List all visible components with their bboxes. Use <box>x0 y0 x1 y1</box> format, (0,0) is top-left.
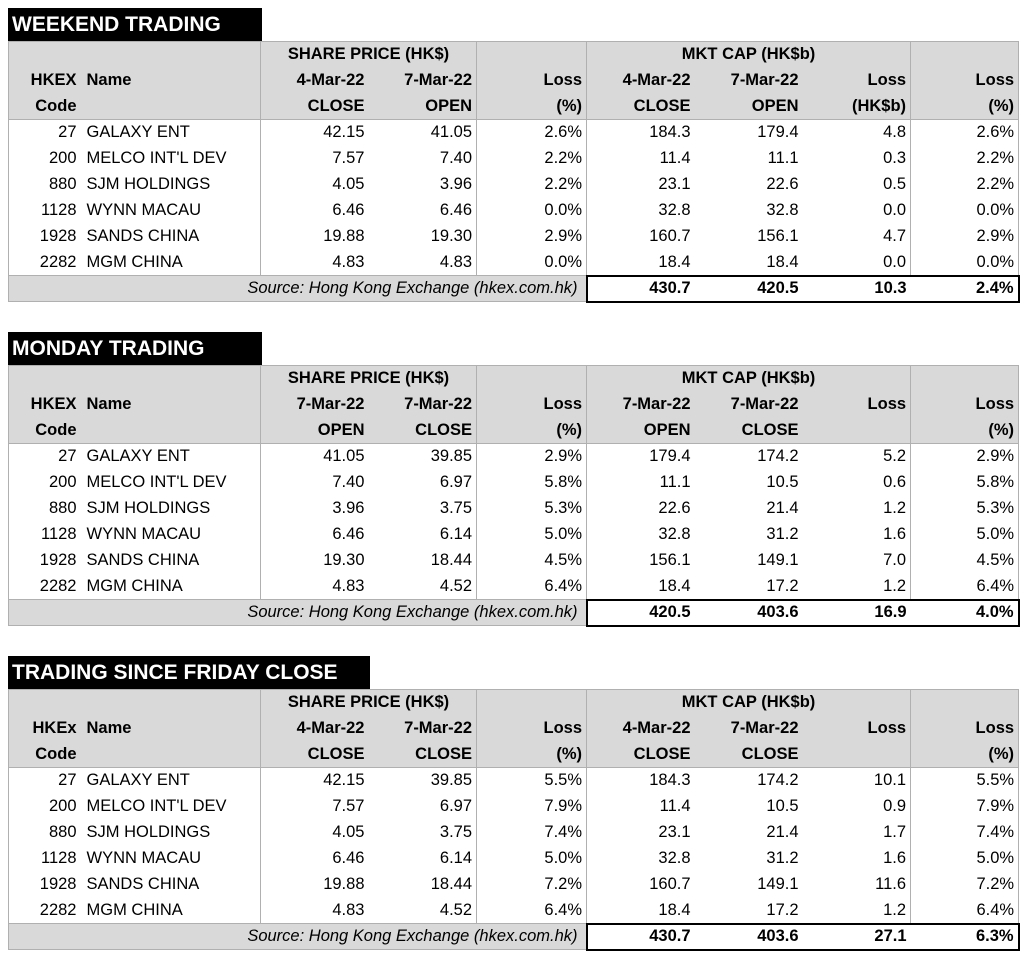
table-row <box>9 768 1019 794</box>
price-date2: 18.44 <box>369 548 477 574</box>
cap-date1-sub: CLOSE <box>587 742 695 768</box>
cap-loss-header: Loss <box>803 68 911 94</box>
stock-code: 200 <box>9 470 81 496</box>
price-date1: 42.15 <box>261 120 369 146</box>
stock-code: 2282 <box>9 898 81 924</box>
cap-loss-pct: 2.2% <box>911 146 1019 172</box>
section-title: TRADING SINCE FRIDAY CLOSE <box>8 656 370 689</box>
stock-name: MELCO INT'L DEV <box>81 794 261 820</box>
table-row <box>9 898 1019 924</box>
cap-loss-pct: 5.5% <box>911 768 1019 794</box>
table-row <box>9 470 1019 496</box>
price-date2: 18.44 <box>369 872 477 898</box>
cap-date1: 11.1 <box>587 470 695 496</box>
cap-loss-pct-sub: (%) <box>911 742 1019 768</box>
cap-date2: 149.1 <box>695 548 803 574</box>
share-price-group-header: SHARE PRICE (HK$) <box>261 42 477 68</box>
cap-loss: 0.9 <box>803 794 911 820</box>
header-blank <box>81 366 261 392</box>
table-row <box>9 198 1019 224</box>
cap-loss-pct: 6.4% <box>911 898 1019 924</box>
cap-date2: 179.4 <box>695 120 803 146</box>
cap-date1-header: 7-Mar-22 <box>587 392 695 418</box>
code-header: HKEX <box>9 68 81 94</box>
header-blank <box>477 690 587 716</box>
cap-loss-sub <box>803 418 911 444</box>
price-date1-header: 4-Mar-22 <box>261 68 369 94</box>
cap-date2-sub: CLOSE <box>695 742 803 768</box>
cap-loss: 4.7 <box>803 224 911 250</box>
cap-date2: 31.2 <box>695 846 803 872</box>
header-blank <box>9 690 81 716</box>
stock-code: 2282 <box>9 250 81 276</box>
header-blank <box>477 42 587 68</box>
stock-name: MGM CHINA <box>81 898 261 924</box>
stock-name: MGM CHINA <box>81 250 261 276</box>
price-date2-sub: CLOSE <box>369 742 477 768</box>
stock-table <box>8 365 1020 627</box>
header-blank <box>81 42 261 68</box>
cap-date2: 10.5 <box>695 794 803 820</box>
stock-name: MGM CHINA <box>81 574 261 600</box>
name-header: Name <box>81 392 261 418</box>
code-header: HKEx <box>9 716 81 742</box>
cap-loss-sub: (HK$b) <box>803 94 911 120</box>
header-row <box>9 68 1019 94</box>
stock-code: 27 <box>9 444 81 470</box>
price-date2: 4.83 <box>369 250 477 276</box>
table-row <box>9 120 1019 146</box>
cap-loss-pct: 7.9% <box>911 794 1019 820</box>
cap-date2: 17.2 <box>695 898 803 924</box>
cap-loss: 4.8 <box>803 120 911 146</box>
cap-loss-header: Loss <box>803 392 911 418</box>
cap-date1: 156.1 <box>587 548 695 574</box>
section-title: MONDAY TRADING <box>8 332 262 365</box>
price-date1: 6.46 <box>261 198 369 224</box>
stock-code: 880 <box>9 172 81 198</box>
table-row <box>9 846 1019 872</box>
cap-date1: 160.7 <box>587 872 695 898</box>
cap-loss-pct-header: Loss <box>911 716 1019 742</box>
total-cap-date1: 420.5 <box>587 600 695 626</box>
cap-loss: 10.1 <box>803 768 911 794</box>
mkt-cap-group-header: MKT CAP (HK$b) <box>587 42 911 68</box>
cap-date1: 18.4 <box>587 250 695 276</box>
source-note: Source: Hong Kong Exchange (hkex.com.hk) <box>9 276 587 302</box>
price-date2: 3.96 <box>369 172 477 198</box>
source-note: Source: Hong Kong Exchange (hkex.com.hk) <box>9 600 587 626</box>
price-loss-header: Loss <box>477 392 587 418</box>
cap-loss-pct: 5.0% <box>911 522 1019 548</box>
table-row <box>9 250 1019 276</box>
stock-name: GALAXY ENT <box>81 768 261 794</box>
stock-code: 1128 <box>9 522 81 548</box>
table-row <box>9 224 1019 250</box>
stock-code: 1928 <box>9 224 81 250</box>
table-row <box>9 794 1019 820</box>
cap-date2: 156.1 <box>695 224 803 250</box>
cap-loss: 1.2 <box>803 574 911 600</box>
header-blank <box>911 366 1019 392</box>
header-blank <box>9 42 81 68</box>
price-loss-header: Loss <box>477 68 587 94</box>
header-blank <box>911 690 1019 716</box>
price-date1: 42.15 <box>261 768 369 794</box>
cap-loss-header: Loss <box>803 716 911 742</box>
price-date1: 7.40 <box>261 470 369 496</box>
header-row <box>9 716 1019 742</box>
cap-date2-header: 7-Mar-22 <box>695 716 803 742</box>
price-date2: 7.40 <box>369 146 477 172</box>
cap-date1: 179.4 <box>587 444 695 470</box>
total-cap-date2: 403.6 <box>695 600 803 626</box>
price-loss-pct: 5.8% <box>477 470 587 496</box>
source-note: Source: Hong Kong Exchange (hkex.com.hk) <box>9 924 587 950</box>
header-row <box>9 42 1019 68</box>
table-row <box>9 522 1019 548</box>
cap-date1: 11.4 <box>587 794 695 820</box>
price-date1: 7.57 <box>261 794 369 820</box>
price-loss-pct: 5.3% <box>477 496 587 522</box>
cap-loss: 0.0 <box>803 250 911 276</box>
price-date2: 6.14 <box>369 846 477 872</box>
total-cap-loss: 27.1 <box>803 924 911 950</box>
cap-date1: 22.6 <box>587 496 695 522</box>
header-row <box>9 742 1019 768</box>
cap-loss-pct: 5.8% <box>911 470 1019 496</box>
price-loss-sub: (%) <box>477 418 587 444</box>
cap-loss-pct: 2.9% <box>911 444 1019 470</box>
cap-date1: 23.1 <box>587 820 695 846</box>
price-date1: 4.05 <box>261 820 369 846</box>
cap-date1: 32.8 <box>587 198 695 224</box>
price-date1: 4.83 <box>261 250 369 276</box>
stock-code: 200 <box>9 146 81 172</box>
price-date1: 19.88 <box>261 224 369 250</box>
cap-loss-pct: 7.2% <box>911 872 1019 898</box>
stock-name: WYNN MACAU <box>81 522 261 548</box>
total-cap-loss-pct: 2.4% <box>911 276 1019 302</box>
header-row <box>9 392 1019 418</box>
mkt-cap-group-header: MKT CAP (HK$b) <box>587 690 911 716</box>
stock-name: SJM HOLDINGS <box>81 496 261 522</box>
code-header: HKEX <box>9 392 81 418</box>
cap-date2-header: 7-Mar-22 <box>695 68 803 94</box>
cap-date1: 32.8 <box>587 522 695 548</box>
stock-name: GALAXY ENT <box>81 444 261 470</box>
header-row <box>9 690 1019 716</box>
stock-code: 200 <box>9 794 81 820</box>
total-cap-date1: 430.7 <box>587 276 695 302</box>
price-date2: 19.30 <box>369 224 477 250</box>
cap-date1: 11.4 <box>587 146 695 172</box>
totals-row <box>9 276 1019 302</box>
stock-code: 1928 <box>9 872 81 898</box>
price-loss-pct: 2.9% <box>477 444 587 470</box>
price-date2-sub: OPEN <box>369 94 477 120</box>
header-blank <box>81 690 261 716</box>
cap-loss-pct-sub: (%) <box>911 418 1019 444</box>
stock-name: GALAXY ENT <box>81 120 261 146</box>
cap-date1: 184.3 <box>587 768 695 794</box>
name-header: Name <box>81 68 261 94</box>
price-date2-header: 7-Mar-22 <box>369 716 477 742</box>
cap-date2: 22.6 <box>695 172 803 198</box>
stock-name: SANDS CHINA <box>81 224 261 250</box>
cap-loss-pct-header: Loss <box>911 68 1019 94</box>
price-date1: 41.05 <box>261 444 369 470</box>
stock-code: 1128 <box>9 198 81 224</box>
stock-code: 27 <box>9 120 81 146</box>
total-cap-loss-pct: 6.3% <box>911 924 1019 950</box>
price-loss-pct: 7.2% <box>477 872 587 898</box>
cap-date2: 11.1 <box>695 146 803 172</box>
price-loss-pct: 2.2% <box>477 146 587 172</box>
cap-date2: 31.2 <box>695 522 803 548</box>
price-loss-pct: 7.4% <box>477 820 587 846</box>
header-blank <box>477 366 587 392</box>
price-date2: 39.85 <box>369 444 477 470</box>
stock-name: SJM HOLDINGS <box>81 820 261 846</box>
cap-loss-pct: 4.5% <box>911 548 1019 574</box>
code-header: Code <box>9 94 81 120</box>
stock-name: SJM HOLDINGS <box>81 172 261 198</box>
cap-loss-pct: 2.9% <box>911 224 1019 250</box>
code-header: Code <box>9 418 81 444</box>
cap-date2: 10.5 <box>695 470 803 496</box>
header-blank <box>9 366 81 392</box>
cap-loss-sub <box>803 742 911 768</box>
price-date2: 6.97 <box>369 470 477 496</box>
total-cap-date2: 403.6 <box>695 924 803 950</box>
cap-loss-pct-sub: (%) <box>911 94 1019 120</box>
price-date2: 41.05 <box>369 120 477 146</box>
price-date1: 19.30 <box>261 548 369 574</box>
cap-loss: 11.6 <box>803 872 911 898</box>
header-blank <box>911 42 1019 68</box>
price-date2: 4.52 <box>369 898 477 924</box>
cap-loss-pct: 7.4% <box>911 820 1019 846</box>
price-date2: 3.75 <box>369 496 477 522</box>
price-date1-sub: CLOSE <box>261 94 369 120</box>
stock-name: WYNN MACAU <box>81 198 261 224</box>
price-loss-pct: 0.0% <box>477 250 587 276</box>
price-date1-sub: CLOSE <box>261 742 369 768</box>
price-loss-pct: 5.5% <box>477 768 587 794</box>
price-loss-sub: (%) <box>477 94 587 120</box>
cap-loss: 1.6 <box>803 522 911 548</box>
total-cap-loss: 16.9 <box>803 600 911 626</box>
cap-loss: 1.6 <box>803 846 911 872</box>
table-row <box>9 548 1019 574</box>
cap-date2: 21.4 <box>695 496 803 522</box>
stock-table <box>8 689 1020 951</box>
price-loss-pct: 2.9% <box>477 224 587 250</box>
cap-date1: 23.1 <box>587 172 695 198</box>
price-loss-pct: 5.0% <box>477 846 587 872</box>
table-row <box>9 574 1019 600</box>
price-date1-header: 4-Mar-22 <box>261 716 369 742</box>
stock-code: 1128 <box>9 846 81 872</box>
cap-loss: 0.0 <box>803 198 911 224</box>
price-date1: 3.96 <box>261 496 369 522</box>
totals-row <box>9 600 1019 626</box>
header-row <box>9 366 1019 392</box>
stock-table <box>8 41 1020 303</box>
code-header: Code <box>9 742 81 768</box>
header-row <box>9 418 1019 444</box>
cap-date2-sub: OPEN <box>695 94 803 120</box>
stock-name: SANDS CHINA <box>81 548 261 574</box>
cap-date2: 32.8 <box>695 198 803 224</box>
price-date1: 4.83 <box>261 574 369 600</box>
stock-code: 880 <box>9 820 81 846</box>
stock-name: SANDS CHINA <box>81 872 261 898</box>
price-date2-header: 7-Mar-22 <box>369 392 477 418</box>
cap-date2: 21.4 <box>695 820 803 846</box>
stock-name: WYNN MACAU <box>81 846 261 872</box>
price-loss-pct: 6.4% <box>477 898 587 924</box>
cap-date1: 32.8 <box>587 846 695 872</box>
cap-date2: 174.2 <box>695 444 803 470</box>
header-row <box>9 94 1019 120</box>
header-blank <box>81 742 261 768</box>
stock-code: 1928 <box>9 548 81 574</box>
price-date2: 39.85 <box>369 768 477 794</box>
cap-date1: 18.4 <box>587 898 695 924</box>
totals-row <box>9 924 1019 950</box>
table-row <box>9 496 1019 522</box>
cap-date2: 174.2 <box>695 768 803 794</box>
total-cap-date2: 420.5 <box>695 276 803 302</box>
cap-loss-pct: 5.0% <box>911 846 1019 872</box>
table-row <box>9 172 1019 198</box>
price-date2: 6.97 <box>369 794 477 820</box>
stock-code: 880 <box>9 496 81 522</box>
cap-loss: 5.2 <box>803 444 911 470</box>
cap-loss-pct-header: Loss <box>911 392 1019 418</box>
price-loss-header: Loss <box>477 716 587 742</box>
price-date1: 6.46 <box>261 846 369 872</box>
price-date2: 6.14 <box>369 522 477 548</box>
price-loss-pct: 2.6% <box>477 120 587 146</box>
price-date2: 6.46 <box>369 198 477 224</box>
price-loss-pct: 4.5% <box>477 548 587 574</box>
price-date2: 4.52 <box>369 574 477 600</box>
price-date1: 6.46 <box>261 522 369 548</box>
cap-loss-pct: 6.4% <box>911 574 1019 600</box>
price-loss-pct: 5.0% <box>477 522 587 548</box>
header-blank <box>81 94 261 120</box>
cap-loss-pct: 5.3% <box>911 496 1019 522</box>
cap-date1: 184.3 <box>587 120 695 146</box>
cap-date1-sub: OPEN <box>587 418 695 444</box>
stock-code: 27 <box>9 768 81 794</box>
cap-loss-pct: 2.2% <box>911 172 1019 198</box>
price-loss-pct: 7.9% <box>477 794 587 820</box>
price-date1: 7.57 <box>261 146 369 172</box>
cap-loss: 1.2 <box>803 496 911 522</box>
table-row <box>9 146 1019 172</box>
table-row <box>9 820 1019 846</box>
cap-date1-sub: CLOSE <box>587 94 695 120</box>
cap-date1-header: 4-Mar-22 <box>587 716 695 742</box>
stock-name: MELCO INT'L DEV <box>81 470 261 496</box>
price-date2-header: 7-Mar-22 <box>369 68 477 94</box>
cap-loss: 0.5 <box>803 172 911 198</box>
total-cap-loss-pct: 4.0% <box>911 600 1019 626</box>
price-date1: 4.05 <box>261 172 369 198</box>
share-price-group-header: SHARE PRICE (HK$) <box>261 366 477 392</box>
price-loss-pct: 6.4% <box>477 574 587 600</box>
cap-date2: 17.2 <box>695 574 803 600</box>
price-loss-pct: 0.0% <box>477 198 587 224</box>
price-loss-pct: 2.2% <box>477 172 587 198</box>
cap-loss: 1.2 <box>803 898 911 924</box>
cap-loss: 0.6 <box>803 470 911 496</box>
cap-date1: 160.7 <box>587 224 695 250</box>
price-date1: 19.88 <box>261 872 369 898</box>
cap-loss: 0.3 <box>803 146 911 172</box>
cap-date2: 149.1 <box>695 872 803 898</box>
price-date1-sub: OPEN <box>261 418 369 444</box>
cap-date1: 18.4 <box>587 574 695 600</box>
price-loss-sub: (%) <box>477 742 587 768</box>
cap-date2: 18.4 <box>695 250 803 276</box>
stock-name: MELCO INT'L DEV <box>81 146 261 172</box>
table-row <box>9 444 1019 470</box>
price-date2-sub: CLOSE <box>369 418 477 444</box>
cap-loss: 7.0 <box>803 548 911 574</box>
stock-code: 2282 <box>9 574 81 600</box>
section-title: WEEKEND TRADING <box>8 8 262 41</box>
cap-date2-sub: CLOSE <box>695 418 803 444</box>
price-date1: 4.83 <box>261 898 369 924</box>
price-date2: 3.75 <box>369 820 477 846</box>
total-cap-date1: 430.7 <box>587 924 695 950</box>
total-cap-loss: 10.3 <box>803 276 911 302</box>
cap-loss-pct: 0.0% <box>911 250 1019 276</box>
mkt-cap-group-header: MKT CAP (HK$b) <box>587 366 911 392</box>
table-row <box>9 872 1019 898</box>
cap-loss: 1.7 <box>803 820 911 846</box>
cap-loss-pct: 0.0% <box>911 198 1019 224</box>
cap-date1-header: 4-Mar-22 <box>587 68 695 94</box>
name-header: Name <box>81 716 261 742</box>
cap-date2-header: 7-Mar-22 <box>695 392 803 418</box>
price-date1-header: 7-Mar-22 <box>261 392 369 418</box>
header-blank <box>81 418 261 444</box>
cap-loss-pct: 2.6% <box>911 120 1019 146</box>
share-price-group-header: SHARE PRICE (HK$) <box>261 690 477 716</box>
